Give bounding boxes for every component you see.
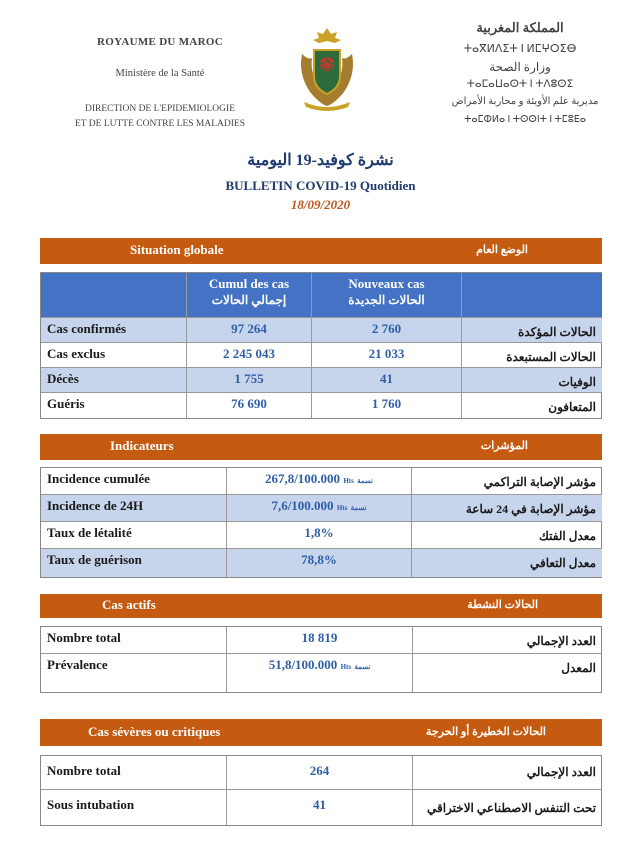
indicateur-value: 7,6/100.000 — [271, 498, 334, 513]
indicateur-value-cell — [227, 468, 412, 495]
severes-bar-ar: الحالات الخطيرة أو الحرجة — [425, 726, 546, 738]
situation-table — [40, 272, 602, 419]
severes-label-ar: تحت التنفس الاصطناعي الاختراقي — [426, 801, 596, 815]
actifs-label-ar: العدد الإجمالي — [413, 627, 602, 654]
title-arabic: نشرة كوفيد-19 اليومية — [247, 152, 394, 169]
actifs-bar-ar: الحالات النشطة — [467, 599, 538, 611]
indicateur-value: 267,8/100.000 — [264, 471, 341, 486]
indicateur-label-ar: مؤشر الإصابة في 24 ساعة — [412, 495, 602, 522]
actifs-bar — [40, 594, 602, 618]
ar-ministry: وزارة الصحة — [489, 60, 551, 74]
indicateur-label: Taux de létalité — [41, 522, 227, 549]
ar-kingdom: المملكة المغربية — [476, 20, 564, 35]
severes-bar — [40, 719, 602, 746]
tifinagh-ministry: ⵜⴰⵎⴰⵡⴰⵙⵜ ⵏ ⵜⴷⵓⵙⵉ — [466, 79, 574, 90]
ar-direction: مديرية علم الأوبئة و محاربة الأمراض — [451, 96, 599, 107]
title-french: BULLETIN COVID-19 Quotidien — [225, 178, 416, 193]
actifs-bar-fr: Cas actifs — [102, 597, 156, 612]
situation-row-label: Cas confirmés — [41, 318, 187, 343]
indicateur-value-cell — [227, 495, 412, 522]
indicateur-value: 78,8% — [227, 549, 412, 577]
situation-row-label-ar: الحالات المستبعدة — [462, 343, 602, 368]
indicateurs-bar-fr: Indicateurs — [110, 438, 174, 453]
situation-new-value: 2 760 — [312, 318, 462, 343]
indicateur-label: Taux de guérison — [41, 549, 227, 577]
situation-header-blank-left — [41, 273, 187, 318]
indicateurs-table — [40, 467, 602, 578]
situation-row-label-ar: الحالات المؤكدة — [462, 318, 602, 343]
indicateurs-bar-ar: المؤشرات — [480, 440, 528, 452]
indicateur-unit: Hts — [336, 504, 348, 512]
fr-kingdom: ROYAUME DU MAROC — [97, 36, 223, 48]
situation-bar-fr: Situation globale — [130, 242, 224, 257]
actifs-label-ar: المعدل — [561, 661, 596, 675]
situation-row-label: Décès — [41, 368, 187, 393]
tifinagh-kingdom: ⵜⴰⴳⵍⴷⵉⵜ ⵏ ⵍⵎⵖⵔⵉⴱ — [463, 43, 577, 55]
situation-new-value: 41 — [312, 368, 462, 393]
bulletin-date: 18/09/2020 — [290, 197, 351, 212]
actifs-unit: Hts — [340, 663, 352, 671]
fr-direction-line2: ET DE LUTTE CONTRE LES MALADIES — [74, 119, 246, 129]
header-new-ar: الحالات الجديدة — [348, 293, 425, 307]
situation-row-label: Guéris — [41, 393, 187, 418]
actifs-unit-ar: نسمة — [354, 663, 371, 671]
severes-bar-fr: Cas sévères ou critiques — [88, 724, 221, 739]
indicateur-unit-ar: نسمة — [350, 504, 367, 512]
situation-cumul-value: 2 245 043 — [187, 343, 312, 368]
situation-row-label-ar: الوفيات — [462, 368, 602, 393]
situation-header-cumul — [187, 273, 312, 318]
severes-value: 264 — [227, 756, 413, 790]
indicateur-value: 1,8% — [227, 522, 412, 549]
moroccan-coat-of-arms-icon — [296, 24, 358, 112]
actifs-label: Prévalence — [41, 654, 227, 692]
fr-ministry: Ministère de la Santé — [115, 68, 205, 79]
actifs-table — [40, 626, 602, 693]
situation-new-value: 21 033 — [312, 343, 462, 368]
situation-cumul-value: 1 755 — [187, 368, 312, 393]
situation-row-label: Cas exclus — [41, 343, 187, 368]
situation-row-label-ar: المتعافون — [548, 400, 596, 414]
fr-direction-line1: DIRECTION DE L'EPIDEMIOLOGIE — [85, 104, 235, 114]
indicateur-label-ar: معدل الفتك — [412, 522, 602, 549]
header-cumul-ar: إجمالي الحالات — [211, 293, 287, 307]
situation-new-value: 1 760 — [312, 393, 462, 418]
actifs-label: Nombre total — [41, 627, 227, 654]
indicateur-label-ar: معدل التعافي — [412, 549, 602, 577]
severes-label: Nombre total — [41, 756, 227, 790]
indicateur-label: Incidence de 24H — [41, 495, 227, 522]
indicateur-label-ar: مؤشر الإصابة التراكمي — [412, 468, 602, 495]
header-cumul-fr: Cumul des cas — [208, 276, 290, 291]
situation-header-new — [312, 273, 462, 318]
situation-bar — [40, 238, 602, 264]
severes-table — [40, 755, 602, 826]
fr-direction — [40, 102, 280, 132]
indicateur-unit: Hts — [343, 477, 354, 485]
actifs-value-cell — [227, 654, 413, 692]
tifinagh-direction: ⵜⴰⵎⵀⵍⴰ ⵏ ⵜⵙⵙⵏⵜ ⵏ ⵜⵎⵓⴹⴰ — [464, 115, 586, 125]
severes-value: 41 — [227, 790, 413, 825]
indicateurs-bar — [40, 434, 602, 460]
severes-label: Sous intubation — [41, 790, 227, 825]
actifs-value: 51,8/100.000 — [268, 657, 338, 672]
situation-header-blank-right — [462, 273, 602, 318]
header-new-fr: Nouveaux cas — [348, 276, 425, 291]
actifs-value: 18 819 — [227, 627, 413, 654]
severes-label-ar: العدد الإجمالي — [413, 756, 602, 790]
indicateur-label: Incidence cumulée — [41, 468, 227, 495]
situation-cumul-value: 97 264 — [187, 318, 312, 343]
situation-cumul-value: 76 690 — [187, 393, 312, 418]
indicateur-unit-ar: نسمة — [357, 477, 374, 485]
situation-bar-ar: الوضع العام — [476, 244, 528, 256]
